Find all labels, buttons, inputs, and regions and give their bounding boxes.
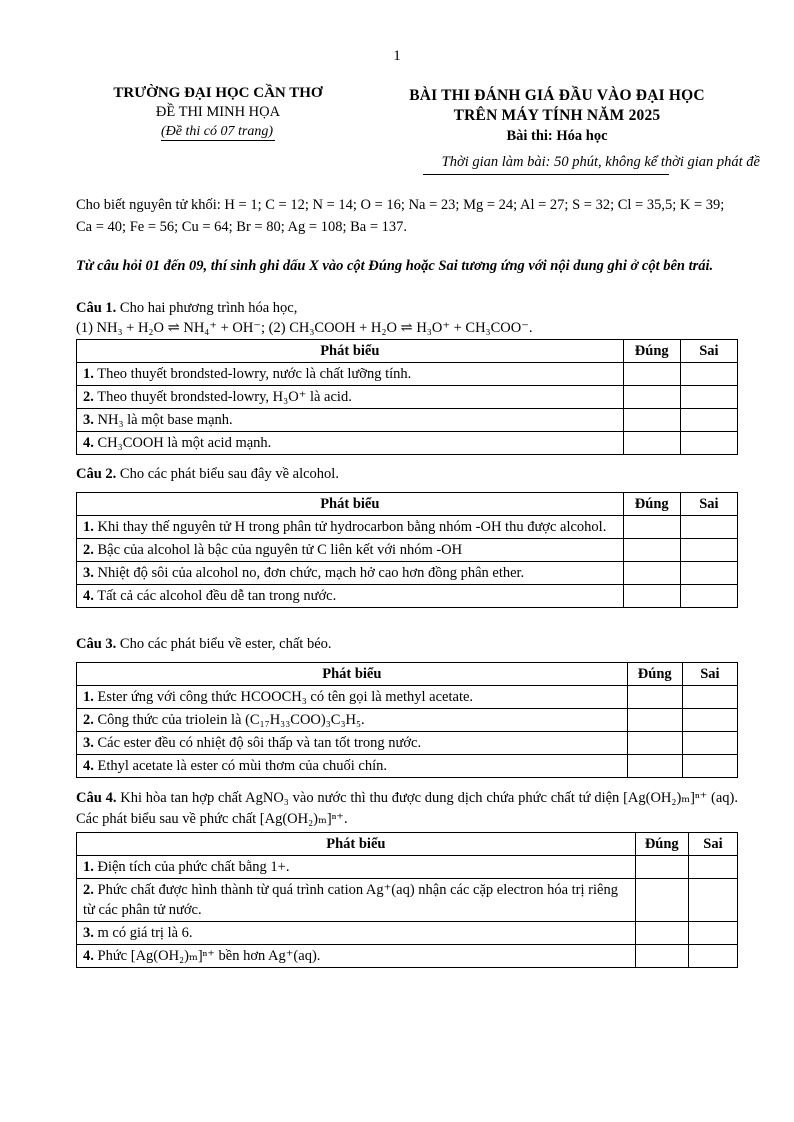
table-header-row	[77, 340, 738, 363]
statement-text: Theo thuyết brondsted-lowry, H₃O⁺ là acid.	[97, 389, 352, 405]
statement-number: 4.	[83, 948, 94, 964]
question-4	[76, 788, 738, 830]
header-false: Sai	[680, 340, 737, 363]
header-true: Đúng	[623, 340, 680, 363]
exam-title-line1: BÀI THI ĐÁNH GIÁ ĐẦU VÀO ĐẠI HỌC	[409, 87, 705, 104]
false-cell[interactable]	[680, 539, 737, 562]
statement-text: Ethyl acetate là ester có mùi thơm của chuối chín.	[97, 758, 388, 774]
header-right	[372, 86, 742, 146]
table-row	[77, 386, 738, 409]
statement-number: 4.	[83, 758, 94, 774]
statement-number: 2.	[83, 542, 94, 558]
time-underline	[423, 174, 669, 175]
header-statement: Phát biểu	[77, 833, 636, 856]
exam-type: ĐỀ THI MINH HỌA	[155, 104, 281, 120]
statement-text: m có giá trị là 6.	[97, 925, 193, 941]
statement-text: Bậc của alcohol là bậc của nguyên tử C liên kết với nhóm -OH	[97, 542, 463, 558]
true-cell[interactable]	[623, 585, 680, 608]
table-row	[77, 922, 738, 945]
school-name: TRƯỜNG ĐẠI HỌC CẦN THƠ	[113, 85, 323, 101]
statement-text: Phức [Ag(OH₂)ₘ]ⁿ⁺ bền hơn Ag⁺(aq).	[97, 948, 321, 964]
false-cell[interactable]	[680, 585, 737, 608]
header-true: Đúng	[623, 493, 680, 516]
statement-text: Điện tích của phức chất bằng 1+.	[97, 859, 290, 875]
false-cell[interactable]	[680, 409, 737, 432]
question-text: Cho hai phương trình hóa học,	[119, 300, 298, 316]
statement-table-4	[76, 832, 738, 968]
table-header-row	[77, 493, 738, 516]
statement-text: Tất cả các alcohol đều dễ tan trong nước.	[97, 588, 337, 604]
q1-equations: (1) NH₃ + H₂O ⇌ NH₄⁺ + OH⁻; (2) CH₃COOH + H₂O ⇌ H₃O⁺ + CH₃COO⁻.	[76, 320, 533, 336]
header-false: Sai	[682, 663, 737, 686]
header-false: Sai	[680, 493, 737, 516]
statement-text: NH₃ là một base mạnh.	[97, 412, 233, 428]
header-false: Sai	[688, 833, 737, 856]
table-header-row	[77, 833, 738, 856]
statement-text: CH₃COOH là một acid mạnh.	[97, 435, 272, 451]
header-statement: Phát biểu	[77, 663, 628, 686]
table-row	[77, 732, 738, 755]
true-cell[interactable]	[627, 709, 682, 732]
table-row	[77, 585, 738, 608]
statement-text: Các ester đều có nhiệt độ sôi thấp và tan tốt trong nước.	[97, 735, 422, 751]
statement-number: 1.	[83, 689, 94, 705]
instruction: Từ câu hỏi 01 đến 09, thí sinh ghi dấu X vào cột Đúng hoặc Sai tương ứng với nội dung ghi ở cột bên trái.	[76, 258, 714, 274]
statement-number: 1.	[83, 366, 94, 382]
table-row	[77, 755, 738, 778]
statement-text: Theo thuyết brondsted-lowry, nước là chất lưỡng tính.	[97, 366, 412, 382]
statement-number: 3.	[83, 412, 94, 428]
true-cell[interactable]	[623, 409, 680, 432]
table-row	[77, 432, 738, 455]
question-2	[76, 464, 738, 485]
false-cell[interactable]	[680, 432, 737, 455]
page-number: 1	[393, 48, 401, 64]
true-cell[interactable]	[627, 686, 682, 709]
statement-number: 1.	[83, 519, 94, 535]
statement-number: 4.	[83, 588, 94, 604]
false-cell[interactable]	[688, 945, 737, 968]
question-label: Câu 4.	[76, 790, 117, 806]
true-cell[interactable]	[635, 856, 688, 879]
true-cell[interactable]	[623, 363, 680, 386]
header-statement: Phát biểu	[77, 493, 624, 516]
statement-number: 2.	[83, 882, 94, 898]
page-count: (Đề thi có 07 trang)	[161, 124, 273, 139]
table-row	[77, 686, 738, 709]
statement-text: Ester ứng với công thức HCOOCH₃ có tên gọi là methyl acetate.	[97, 689, 474, 705]
header-statement: Phát biểu	[77, 340, 624, 363]
question-text: Khi hòa tan hợp chất AgNO₃ vào nước thì thu được dung dịch chứa phức chất tứ diện [Ag(OH₂)ₘ]ⁿ⁺ (aq). Các phát biểu sau về phức chất [Ag(OH₂)ₘ]ⁿ⁺.	[76, 790, 738, 827]
false-cell[interactable]	[688, 879, 737, 922]
table-row	[77, 409, 738, 432]
statement-text: Phức chất được hình thành từ quá trình cation Ag⁺(aq) nhận các cặp electron hóa trị riêng từ các phân tử nước.	[83, 882, 618, 918]
statement-number: 2.	[83, 389, 94, 405]
statement-number: 4.	[83, 435, 94, 451]
subject: Bài thi: Hóa học	[506, 128, 608, 144]
table-row	[77, 363, 738, 386]
statement-number: 3.	[83, 925, 94, 941]
true-cell[interactable]	[635, 879, 688, 922]
true-cell[interactable]	[623, 562, 680, 585]
table-row	[77, 539, 738, 562]
question-label: Câu 3.	[76, 636, 117, 652]
table-row	[77, 879, 738, 922]
question-text: Cho các phát biểu sau đây về alcohol.	[119, 466, 339, 482]
statement-number: 1.	[83, 859, 94, 875]
table-row	[77, 709, 738, 732]
false-cell[interactable]	[680, 562, 737, 585]
header-true: Đúng	[627, 663, 682, 686]
false-cell[interactable]	[682, 755, 737, 778]
question-text: Cho các phát biểu về ester, chất béo.	[119, 636, 332, 652]
statement-number: 3.	[83, 565, 94, 581]
false-cell[interactable]	[688, 922, 737, 945]
statement-text: Khi thay thế nguyên tử H trong phân tử hydrocarbon bằng nhóm -OH thu được alcohol.	[97, 519, 607, 535]
statement-text: Công thức của triolein là (C₁₇H₃₃COO)₃C₃H₅.	[97, 712, 365, 728]
true-cell[interactable]	[635, 922, 688, 945]
statement-table-2	[76, 492, 738, 608]
false-cell[interactable]	[680, 363, 737, 386]
false-cell[interactable]	[688, 856, 737, 879]
table-row	[77, 856, 738, 879]
time-limit: Thời gian làm bài: 50 phút, không kể thời gian phát đề	[441, 154, 760, 170]
statement-table-1	[76, 339, 738, 455]
true-cell[interactable]	[623, 516, 680, 539]
false-cell[interactable]	[682, 686, 737, 709]
true-cell[interactable]	[627, 732, 682, 755]
exam-title-line2: TRÊN MÁY TÍNH NĂM 2025	[453, 107, 661, 124]
true-cell[interactable]	[627, 755, 682, 778]
false-cell[interactable]	[680, 386, 737, 409]
true-cell[interactable]	[635, 945, 688, 968]
statement-table-3	[76, 662, 738, 778]
table-row	[77, 562, 738, 585]
true-cell[interactable]	[623, 432, 680, 455]
false-cell[interactable]	[682, 732, 737, 755]
statement-number: 2.	[83, 712, 94, 728]
statement-text: Nhiệt độ sôi của alcohol no, đơn chức, mạch hở cao hơn đồng phân ether.	[97, 565, 525, 581]
question-label: Câu 2.	[76, 466, 117, 482]
true-cell[interactable]	[623, 539, 680, 562]
true-cell[interactable]	[623, 386, 680, 409]
table-header-row	[77, 663, 738, 686]
question-label: Câu 1.	[76, 300, 117, 316]
false-cell[interactable]	[682, 709, 737, 732]
false-cell[interactable]	[680, 516, 737, 539]
table-row	[77, 945, 738, 968]
header-left	[80, 84, 356, 141]
table-row	[77, 516, 738, 539]
statement-number: 3.	[83, 735, 94, 751]
header-true: Đúng	[635, 833, 688, 856]
question-1	[76, 298, 738, 319]
atomic-masses: Cho biết nguyên tử khối: H = 1; C = 12; N = 14; O = 16; Na = 23; Mg = 24; Al = 27; S = 32; Cl = 35,5; K = 39; Ca = 40; Fe = 56; Cu = 64; Br = 80; Ag = 108; Ba = 137.	[76, 197, 725, 235]
question-3	[76, 634, 738, 655]
